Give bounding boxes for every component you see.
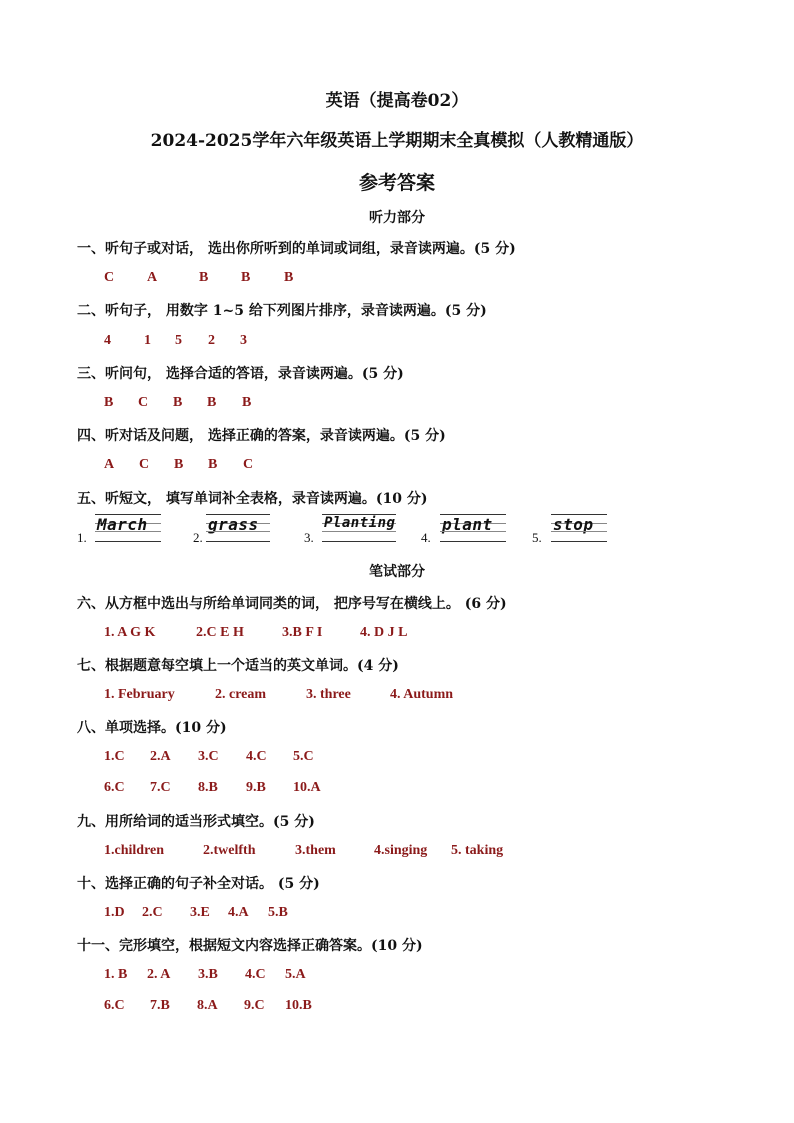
blank-3 xyxy=(304,516,404,546)
answer-item: C xyxy=(139,457,150,472)
blank-number: 4. xyxy=(421,530,431,545)
question-1-title: 一、听句子或对话， 选出你所听到的单词或词组，录音读两遍。(5 分) xyxy=(77,241,516,257)
answer-item: C xyxy=(138,395,149,410)
answer-item: B xyxy=(207,395,217,410)
answer-item: 2.twelfth xyxy=(203,843,256,858)
answer-item: 8.A xyxy=(197,998,218,1013)
answer-item: B xyxy=(104,395,114,410)
blank-number: 3. xyxy=(304,530,314,545)
answer-item: B xyxy=(174,457,184,472)
blank-number: 5. xyxy=(532,530,542,545)
handwriting-lines xyxy=(440,514,506,542)
answer-item: 5.A xyxy=(285,967,306,982)
answer-item: B xyxy=(173,395,183,410)
blank-4 xyxy=(421,516,517,546)
answer-item: 9.B xyxy=(246,780,266,795)
handwritten-word: March xyxy=(97,515,148,534)
question-6-title: 六、从方框中选出与所给单词同类的词， 把序号写在横线上。 (6 分) xyxy=(77,596,507,612)
answer-item: 4 xyxy=(104,333,111,348)
answer-key-heading: 参考答案 xyxy=(358,172,435,194)
answer-item: C xyxy=(243,457,254,472)
answer-item: 2 xyxy=(208,333,215,348)
question-7-title: 七、根据题意每空填上一个适当的英文单词。(4 分) xyxy=(77,658,399,674)
blank-1 xyxy=(77,516,167,546)
answer-item: A xyxy=(104,457,115,472)
answer-item: 2. A xyxy=(147,967,171,982)
handwriting-lines xyxy=(206,514,270,542)
answer-item: B xyxy=(242,395,252,410)
answer-item: 1. B xyxy=(104,967,128,982)
answer-item: 3.them xyxy=(295,843,336,858)
answer-item: 3.B F I xyxy=(282,625,323,640)
answer-item: 2.A xyxy=(150,749,171,764)
answer-item: 5. taking xyxy=(451,843,504,858)
question-5-title: 五、听短文， 填写单词补全表格，录音读两遍。(10 分) xyxy=(77,491,428,507)
listening-section-heading: 听力部分 xyxy=(369,210,425,226)
blank-5 xyxy=(532,516,622,546)
answer-item: B xyxy=(284,270,294,285)
question-2-title: 二、听句子， 用数字 1~5 给下列图片排序，录音读两遍。(5 分) xyxy=(77,303,487,319)
answer-item: 1. February xyxy=(104,687,175,702)
answer-item: 1.D xyxy=(104,905,125,920)
answer-item: 5.B xyxy=(268,905,288,920)
answer-item: 5 xyxy=(175,333,182,348)
answer-item: 2.C E H xyxy=(196,625,244,640)
answer-item: 4.C xyxy=(246,749,267,764)
blank-2 xyxy=(193,516,283,546)
blank-number: 2. xyxy=(193,530,203,545)
answer-item: 4.singing xyxy=(374,843,428,858)
handwriting-lines xyxy=(322,514,396,542)
question-4-title: 四、听对话及问题， 选择正确的答案，录音读两遍。(5 分) xyxy=(77,428,446,444)
question-9-title: 九、用所给词的适当形式填空。(5 分) xyxy=(77,814,315,830)
answer-item: 4. D J L xyxy=(360,625,408,640)
answer-item: 1 xyxy=(144,333,151,348)
answer-item: B xyxy=(208,457,218,472)
answer-item: 3. three xyxy=(306,687,351,702)
answer-item: 1. A G K xyxy=(104,625,156,640)
answer-item: C xyxy=(104,270,115,285)
answer-item: 7.C xyxy=(150,780,171,795)
answer-item: 3.C xyxy=(198,749,219,764)
question-3-title: 三、听问句， 选择合适的答语，录音读两遍。(5 分) xyxy=(77,366,404,382)
answer-item: 7.B xyxy=(150,998,170,1013)
answer-item: 3.B xyxy=(198,967,218,982)
page-subtitle: 2024-2025学年六年级英语上学期期末全真模拟（人教精通版） xyxy=(150,131,644,151)
answer-item: 3.E xyxy=(190,905,210,920)
handwritten-word: plant xyxy=(442,515,493,534)
answer-item: 6.C xyxy=(104,780,125,795)
question-11-title: 十一、完形填空，根据短文内容选择正确答案。(10 分) xyxy=(77,938,423,954)
answer-item: B xyxy=(241,270,251,285)
handwriting-lines xyxy=(95,514,161,542)
answer-item: 5.C xyxy=(293,749,314,764)
answer-item: B xyxy=(199,270,209,285)
answer-item: 4. Autumn xyxy=(390,687,454,702)
handwritten-word: Planting xyxy=(324,515,396,531)
answer-item: 1.C xyxy=(104,749,125,764)
answer-item: A xyxy=(147,270,158,285)
answer-item: 8.B xyxy=(198,780,218,795)
question-10-title: 十、选择正确的句子补全对话。 (5 分) xyxy=(77,876,320,892)
answer-item: 4.A xyxy=(228,905,249,920)
answer-item: 3 xyxy=(240,333,247,348)
answer-item: 9.C xyxy=(244,998,265,1013)
answer-item: 10.A xyxy=(293,780,321,795)
handwriting-lines xyxy=(551,514,607,542)
writing-section-heading: 笔试部分 xyxy=(369,564,425,580)
handwritten-word: stop xyxy=(553,515,594,534)
answer-item: 10.B xyxy=(285,998,312,1013)
answer-item: 4.C xyxy=(245,967,266,982)
handwritten-word: grass xyxy=(208,515,259,534)
blank-number: 1. xyxy=(77,530,87,545)
page-title: 英语（提高卷02） xyxy=(325,91,469,111)
answer-item: 1.children xyxy=(104,843,165,858)
question-8-title: 八、单项选择。(10 分) xyxy=(77,720,227,736)
answer-item: 6.C xyxy=(104,998,125,1013)
answer-item: 2.C xyxy=(142,905,163,920)
answer-item: 2. cream xyxy=(215,687,267,702)
